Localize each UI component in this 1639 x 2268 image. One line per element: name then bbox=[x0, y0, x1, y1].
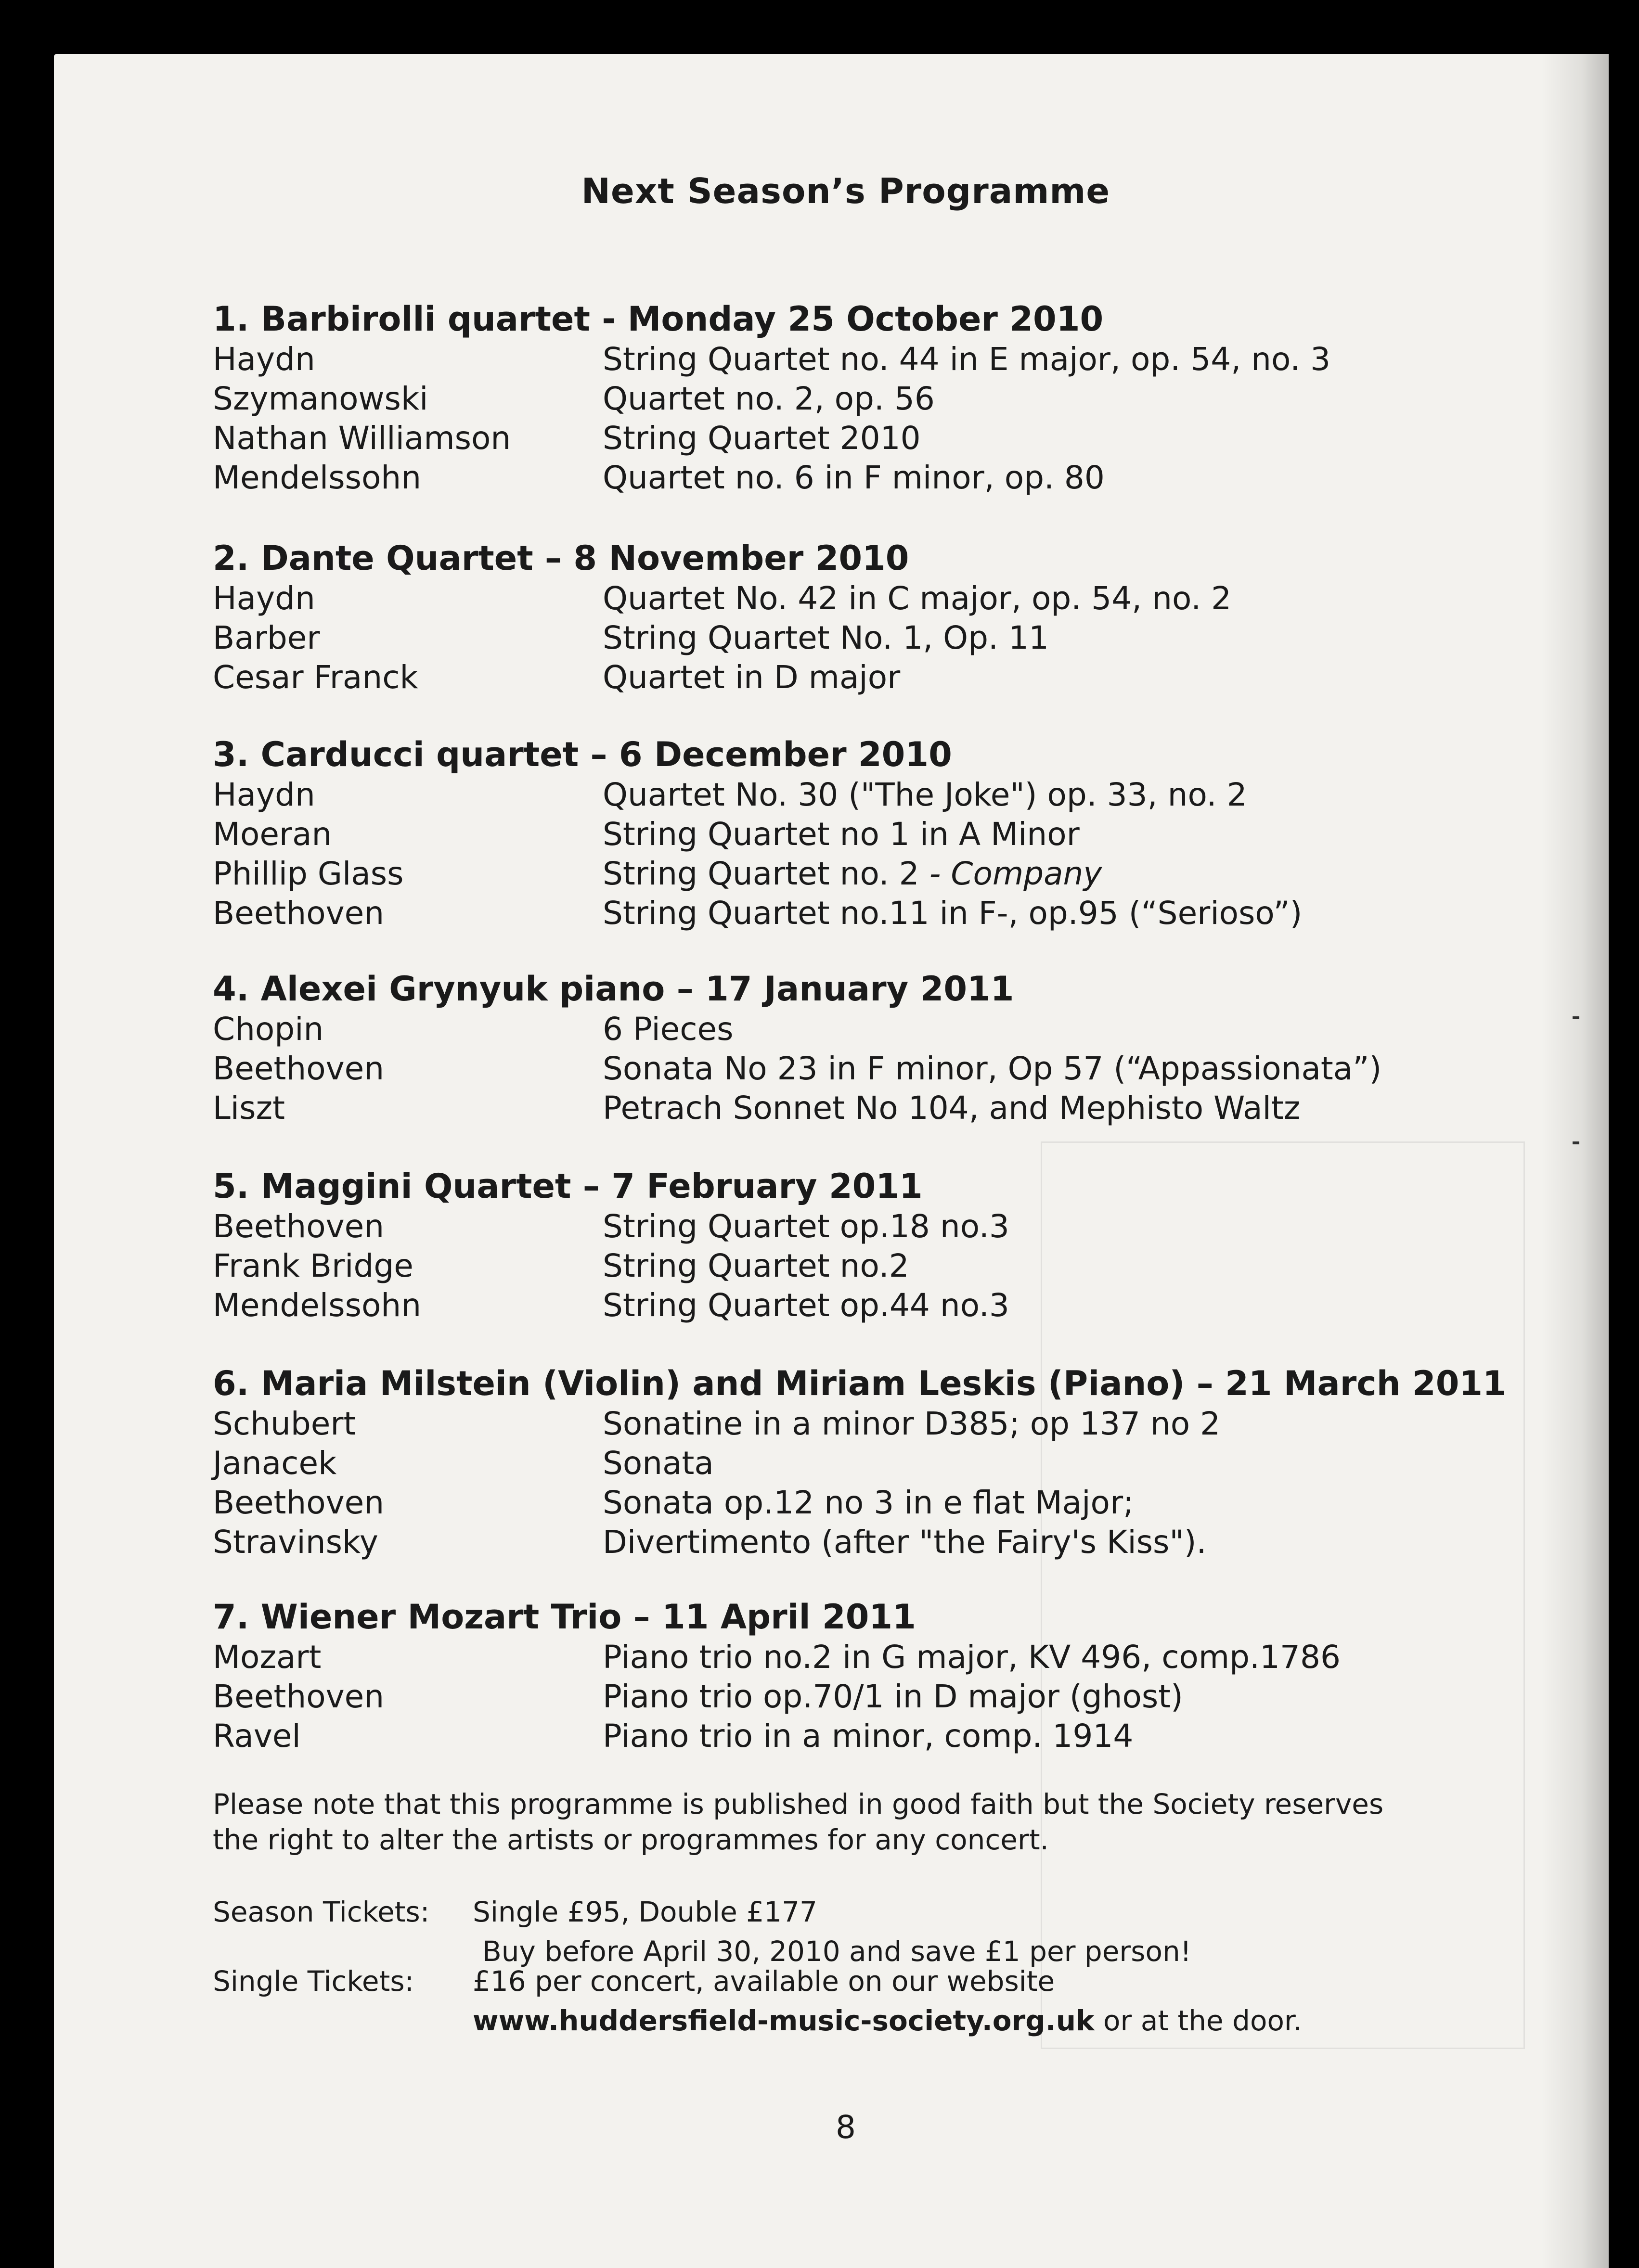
season-offer-text: Buy before April 30, 2010 and save £1 per person! bbox=[482, 1935, 1191, 1968]
concert-block bbox=[213, 538, 1561, 697]
concert-block bbox=[213, 968, 1561, 1128]
concert-heading: 2. Dante Quartet – 8 November 2010 bbox=[213, 538, 909, 578]
composer-name: Chopin bbox=[213, 1011, 324, 1048]
page-title: Next Season’s Programme bbox=[581, 171, 1110, 211]
piece-title bbox=[603, 1523, 1207, 1562]
programme-row bbox=[213, 775, 1561, 815]
programme-row bbox=[213, 1010, 1561, 1049]
piece-text: Sonatine in a minor D385; op 137 no 2 bbox=[603, 1405, 1221, 1442]
programme-row bbox=[213, 1404, 1561, 1444]
composer-name: Nathan Williamson bbox=[213, 420, 511, 457]
piece-text: String Quartet op.44 no.3 bbox=[603, 1287, 1009, 1324]
composer-name: Szymanowski bbox=[213, 380, 428, 417]
programme-row bbox=[213, 618, 1561, 658]
single-tickets-price: £16 per concert, available on our website bbox=[473, 1965, 1055, 1998]
piece-text: Quartet no. 2, op. 56 bbox=[603, 380, 935, 417]
disclaimer-note bbox=[213, 1786, 1512, 1858]
piece-title bbox=[603, 419, 921, 458]
concert-heading: 6. Maria Milstein (Violin) and Miriam Leskis (Piano) – 21 March 2011 bbox=[213, 1364, 1506, 1403]
website-link[interactable]: www.huddersfield-music-society.org.uk bbox=[473, 2004, 1095, 2037]
piece-text: Sonata No 23 in F minor, Op 57 (“Appassionata”) bbox=[603, 1050, 1382, 1087]
disclaimer-line: Please note that this programme is published in good faith but the Society reserves bbox=[213, 1788, 1384, 1820]
piece-subtitle: - Company bbox=[929, 855, 1102, 892]
single-tickets-label: Single Tickets: bbox=[213, 1965, 414, 1998]
edge-mark bbox=[1573, 1141, 1579, 1144]
ticket-info bbox=[213, 1892, 1561, 2040]
programme-row bbox=[213, 1246, 1561, 1286]
piece-text: String Quartet no 1 in A Minor bbox=[603, 816, 1080, 853]
piece-text: String Quartet op.18 no.3 bbox=[603, 1208, 1009, 1245]
composer-name: Beethoven bbox=[213, 895, 385, 932]
piece-title bbox=[603, 458, 1105, 498]
programme-row bbox=[213, 854, 1561, 894]
piece-title bbox=[603, 1444, 714, 1483]
composer-name: Liszt bbox=[213, 1089, 285, 1127]
piece-title bbox=[603, 1089, 1300, 1128]
piece-title bbox=[603, 854, 1102, 894]
piece-text: String Quartet no. 2 bbox=[603, 855, 929, 892]
composer-name: Ravel bbox=[213, 1717, 301, 1755]
composer-name: Barber bbox=[213, 619, 320, 656]
programme-row bbox=[213, 1523, 1561, 1562]
piece-title bbox=[603, 579, 1231, 618]
composer-name: Schubert bbox=[213, 1405, 356, 1442]
season-tickets-price: Single £95, Double £177 bbox=[473, 1896, 817, 1928]
piece-text: String Quartet 2010 bbox=[603, 420, 921, 457]
piece-text: String Quartet no.11 in F-, op.95 (“Serioso”) bbox=[603, 895, 1303, 932]
piece-title bbox=[603, 658, 900, 697]
website-suffix: or at the door. bbox=[1094, 2004, 1302, 2037]
composer-name: Mozart bbox=[213, 1639, 322, 1676]
page-content bbox=[54, 54, 1609, 2268]
composer-name: Frank Bridge bbox=[213, 1247, 413, 1284]
composer-name: Beethoven bbox=[213, 1678, 385, 1715]
composer-name: Cesar Franck bbox=[213, 659, 418, 696]
piece-title bbox=[603, 340, 1330, 379]
concert-heading: 4. Alexei Grynyuk piano – 17 January 2011 bbox=[213, 969, 1014, 1009]
programme-row bbox=[213, 340, 1561, 379]
programme-row bbox=[213, 379, 1561, 419]
piece-title bbox=[603, 379, 935, 419]
piece-text: String Quartet no.2 bbox=[603, 1247, 909, 1284]
piece-title bbox=[603, 1638, 1341, 1677]
single-tickets-line bbox=[213, 1961, 1561, 2001]
piece-title bbox=[603, 1677, 1183, 1717]
composer-name: Mendelssohn bbox=[213, 459, 422, 496]
piece-text: Piano trio no.2 in G major, KV 496, comp.1786 bbox=[603, 1639, 1341, 1676]
concert-block bbox=[213, 1596, 1561, 1756]
programme-row bbox=[213, 419, 1561, 458]
programme-row bbox=[213, 1717, 1561, 1756]
programme-row bbox=[213, 1444, 1561, 1483]
composer-name: Phillip Glass bbox=[213, 855, 404, 892]
piece-title bbox=[603, 1049, 1381, 1089]
piece-title bbox=[603, 1286, 1009, 1325]
piece-title bbox=[603, 1010, 734, 1049]
programme-row bbox=[213, 815, 1561, 854]
piece-title bbox=[603, 1483, 1134, 1523]
composer-name: Haydn bbox=[213, 341, 315, 378]
programme-row bbox=[213, 1677, 1561, 1717]
piece-title bbox=[603, 1404, 1220, 1444]
composer-name: Stravinsky bbox=[213, 1524, 378, 1561]
composer-name: Haydn bbox=[213, 776, 315, 813]
programme-row bbox=[213, 1089, 1561, 1128]
concert-block bbox=[213, 1363, 1561, 1562]
page-number: 8 bbox=[836, 2109, 856, 2146]
programme-row bbox=[213, 658, 1561, 697]
concert-heading: 3. Carducci quartet – 6 December 2010 bbox=[213, 735, 952, 774]
piece-title bbox=[603, 1717, 1133, 1756]
season-tickets-label: Season Tickets: bbox=[213, 1896, 430, 1928]
piece-text: Quartet No. 30 ("The Joke") op. 33, no. 2 bbox=[603, 776, 1247, 813]
programme-row bbox=[213, 1638, 1561, 1677]
piece-text: String Quartet no. 44 in E major, op. 54, no. 3 bbox=[603, 341, 1331, 378]
programme-row bbox=[213, 1049, 1561, 1089]
piece-text: Piano trio op.70/1 in D major (ghost) bbox=[603, 1678, 1183, 1715]
website-line bbox=[213, 2001, 1561, 2040]
piece-title bbox=[603, 775, 1247, 815]
concert-heading: 1. Barbirolli quartet - Monday 25 October 2010 bbox=[213, 299, 1104, 339]
composer-name: Janacek bbox=[213, 1445, 337, 1482]
programme-row bbox=[213, 579, 1561, 618]
concert-block bbox=[213, 1166, 1561, 1325]
disclaimer-line: the right to alter the artists or programmes for any concert. bbox=[213, 1823, 1049, 1856]
season-tickets-line bbox=[213, 1892, 1561, 1932]
composer-name: Moeran bbox=[213, 816, 332, 853]
programme-row bbox=[213, 458, 1561, 498]
piece-title bbox=[603, 618, 1049, 658]
piece-text: Sonata bbox=[603, 1445, 714, 1482]
concert-heading: 7. Wiener Mozart Trio – 11 April 2011 bbox=[213, 1597, 916, 1637]
concert-block bbox=[213, 734, 1561, 933]
brochure-page bbox=[54, 54, 1609, 2268]
programme-row bbox=[213, 1207, 1561, 1246]
piece-text: Quartet no. 6 in F minor, op. 80 bbox=[603, 459, 1105, 496]
piece-text: Divertimento (after "the Fairy's Kiss"). bbox=[603, 1524, 1207, 1561]
composer-name: Beethoven bbox=[213, 1484, 385, 1521]
piece-title bbox=[603, 1246, 909, 1286]
concert-heading: 5. Maggini Quartet – 7 February 2011 bbox=[213, 1166, 923, 1206]
piece-text: Quartet No. 42 in C major, op. 54, no. 2 bbox=[603, 580, 1232, 617]
composer-name: Mendelssohn bbox=[213, 1287, 422, 1324]
piece-text: Quartet in D major bbox=[603, 659, 901, 696]
piece-text: Piano trio in a minor, comp. 1914 bbox=[603, 1717, 1134, 1755]
piece-text: Petrach Sonnet No 104, and Mephisto Waltz bbox=[603, 1089, 1301, 1127]
composer-name: Haydn bbox=[213, 580, 315, 617]
piece-title bbox=[603, 1207, 1009, 1246]
programme-row bbox=[213, 1483, 1561, 1523]
piece-text: 6 Pieces bbox=[603, 1011, 734, 1048]
programme-row bbox=[213, 894, 1561, 933]
programme-row bbox=[213, 1286, 1561, 1325]
piece-text: Sonata op.12 no 3 in e flat Major; bbox=[603, 1484, 1134, 1521]
piece-text: String Quartet No. 1, Op. 11 bbox=[603, 619, 1049, 656]
concert-block bbox=[213, 298, 1561, 498]
piece-title bbox=[603, 894, 1302, 933]
piece-title bbox=[603, 815, 1080, 854]
composer-name: Beethoven bbox=[213, 1208, 385, 1245]
composer-name: Beethoven bbox=[213, 1050, 385, 1087]
website-wrapper bbox=[473, 2001, 1302, 2040]
edge-mark bbox=[1573, 1016, 1579, 1019]
